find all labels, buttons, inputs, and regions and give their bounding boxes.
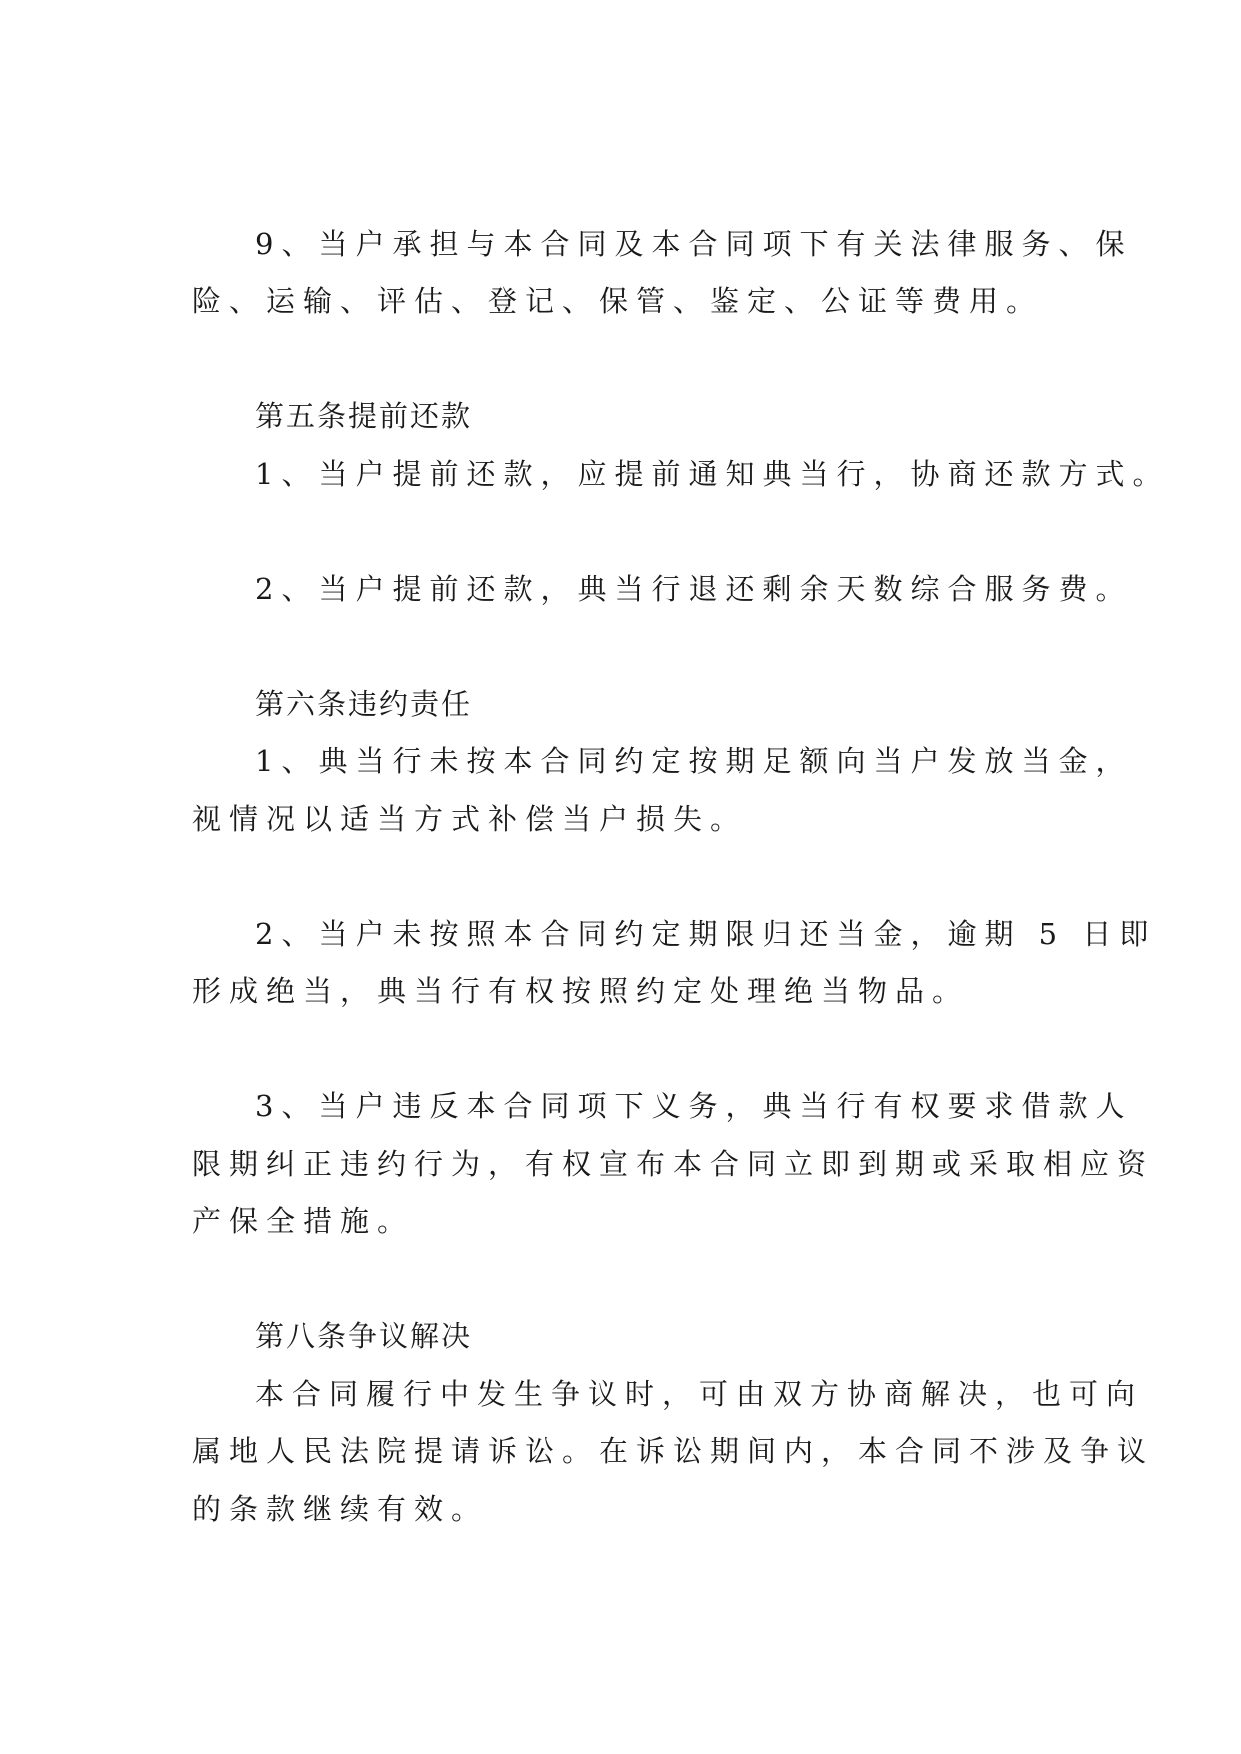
article-8-line-2: 属地人民法院提请诉讼。在诉讼期间内，本合同不涉及争议 xyxy=(192,1434,1155,1468)
article-8-line-1: 本合同履行中发生争议时，可由双方协商解决，也可向 xyxy=(255,1377,1144,1411)
article-6-item-3-line-3: 产保全措施。 xyxy=(192,1204,415,1238)
clause-9-line-2: 险、运输、评估、登记、保管、鉴定、公证等费用。 xyxy=(192,284,1044,318)
article-5-item-1: 1、当户提前还款，应提前通知典当行，协商还款方式。 xyxy=(255,457,1170,491)
article-5-heading: 第五条提前还款 xyxy=(255,399,473,433)
article-6-item-1-line-2: 视情况以适当方式补偿当户损失。 xyxy=(192,802,748,836)
article-6-item-3-line-1: 3、当户违反本合同项下义务，典当行有权要求借款人 xyxy=(255,1089,1133,1123)
article-6-heading: 第六条违约责任 xyxy=(255,687,473,721)
clause-9-line-1: 9、当户承担与本合同及本合同项下有关法律服务、保 xyxy=(255,227,1133,261)
article-6-item-3-line-2: 限期纠正违约行为，有权宣布本合同立即到期或采取相应资 xyxy=(192,1147,1155,1181)
article-6-item-2-line-1: 2、当户未按照本合同约定期限归还当金，逾期 5 日即 xyxy=(255,917,1157,951)
article-8-heading: 第八条争议解决 xyxy=(255,1319,473,1353)
article-8-line-3: 的条款继续有效。 xyxy=(192,1492,489,1526)
article-6-item-1-line-1: 1、典当行未按本合同约定按期足额向当户发放当金， xyxy=(255,744,1133,778)
article-6-item-2-line-2: 形成绝当，典当行有权按照约定处理绝当物品。 xyxy=(192,974,970,1008)
article-5-item-2: 2、当户提前还款，典当行退还剩余天数综合服务费。 xyxy=(255,572,1133,606)
